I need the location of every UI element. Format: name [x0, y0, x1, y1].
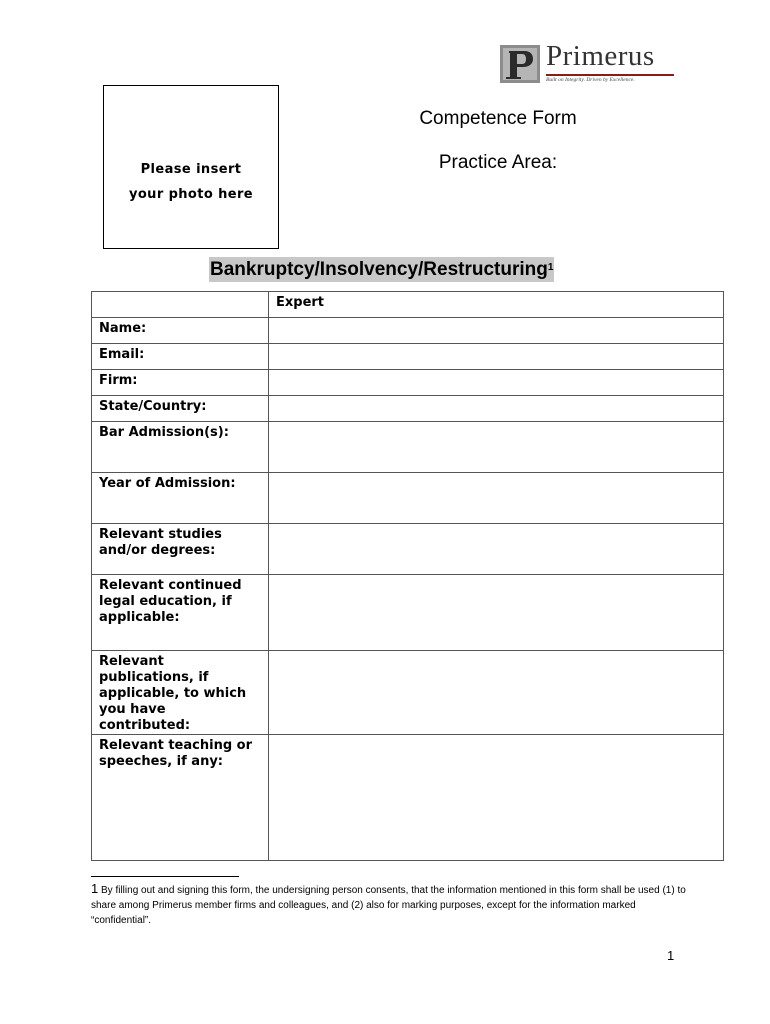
photo-instruction-line2: your photo here [128, 187, 254, 202]
table-row [92, 370, 724, 396]
continued-education-label: Relevant continued legal education, if applicable: [92, 575, 269, 651]
continued-education-field[interactable] [269, 575, 724, 651]
table-row [92, 318, 724, 344]
publications-label: Relevant publications, if applicable, to which you have contributed: [92, 651, 269, 735]
logo-wordmark: Primerus [546, 40, 655, 72]
bar-admission-label: Bar Admission(s): [92, 422, 269, 473]
state-country-field[interactable] [269, 396, 724, 422]
teaching-label: Relevant teaching or speeches, if any: [92, 735, 269, 861]
table-row [92, 651, 724, 735]
footnote [91, 881, 691, 928]
email-field[interactable] [269, 344, 724, 370]
competence-table [91, 291, 724, 861]
footnote-text: By filling out and signing this form, the undersigning person consents, that the information mentioned in this form shall be used (1) to share among Primerus member firms and colleagues, and (2) also for marking purposes, except for the information marked “confidential”. [91, 885, 686, 926]
studies-label: Relevant studies and/or degrees: [92, 524, 269, 575]
name-label: Name: [92, 318, 269, 344]
footnote-number: 1 [91, 881, 99, 896]
photo-placeholder[interactable] [103, 85, 279, 249]
table-row [92, 524, 724, 575]
publications-field[interactable] [269, 651, 724, 735]
state-country-label: State/Country: [92, 396, 269, 422]
table-row [92, 575, 724, 651]
photo-instruction-line1: Please insert [140, 162, 242, 177]
practice-area-heading [209, 257, 554, 282]
bar-admission-field[interactable] [269, 422, 724, 473]
header-expert-cell: Expert [269, 292, 724, 318]
table-header-row [92, 292, 724, 318]
practice-area-name: Bankruptcy/Insolvency/Restructuring [210, 259, 548, 280]
table-row [92, 396, 724, 422]
studies-field[interactable] [269, 524, 724, 575]
logo-tagline: Built on Integrity. Driven by Excellence. [546, 77, 635, 83]
teaching-field[interactable] [269, 735, 724, 861]
table-row [92, 422, 724, 473]
year-of-admission-field[interactable] [269, 473, 724, 524]
logo-rule [546, 74, 674, 76]
header-label-cell [92, 292, 269, 318]
footnote-reference[interactable]: 1 [547, 262, 554, 273]
table-row [92, 735, 724, 861]
form-title: Competence Form [419, 108, 577, 129]
year-of-admission-label: Year of Admission: [92, 473, 269, 524]
firm-label: Firm: [92, 370, 269, 396]
practice-area-label: Practice Area: [438, 152, 558, 173]
email-label: Email: [92, 344, 269, 370]
page-number: 1 [667, 948, 675, 963]
table-row [92, 344, 724, 370]
primerus-logo [500, 40, 676, 85]
primerus-p-mark-icon [500, 45, 540, 83]
firm-field[interactable] [269, 370, 724, 396]
name-field[interactable] [269, 318, 724, 344]
footnote-separator [91, 876, 239, 877]
table-row [92, 473, 724, 524]
